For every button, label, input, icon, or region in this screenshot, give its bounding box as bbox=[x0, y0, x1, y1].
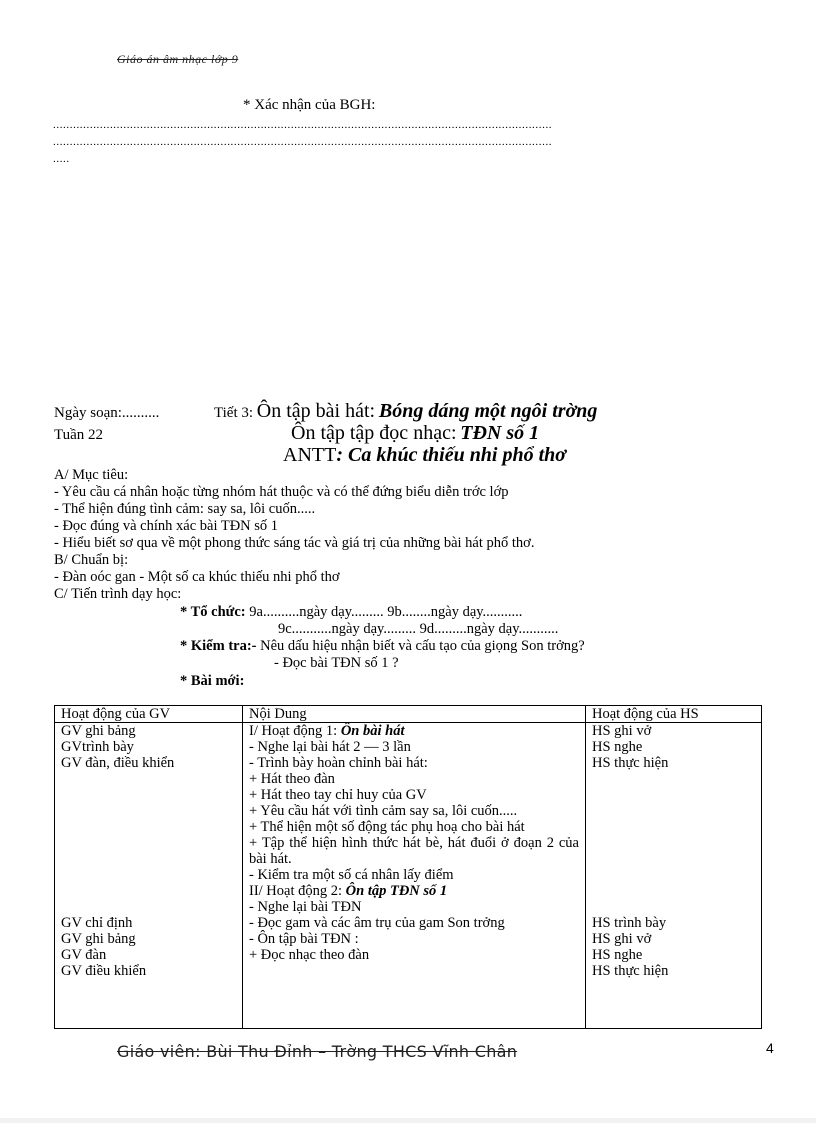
nd-item: + Đọc nhạc theo đàn bbox=[249, 947, 370, 963]
nd-item: + Hát theo tay chỉ huy của GV bbox=[249, 787, 427, 803]
gv-column bbox=[55, 723, 243, 1029]
nd-item: + Tập thể hiện hình thức hát bè, hát đuổi ở đoạn 2 của bài hát. bbox=[249, 835, 579, 867]
gv-line: GV điều khiển bbox=[61, 963, 147, 979]
hs-spacer bbox=[592, 771, 755, 915]
hd2-prefix: II/ Hoạt động 2: bbox=[249, 883, 346, 899]
to-chuc-label: * Tổ chức: bbox=[180, 604, 246, 620]
nd-item: - Nghe lại bài TĐN bbox=[249, 899, 362, 915]
muc-tieu-1: - Yêu cầu cá nhân hoặc từng nhóm hát thuộc và có thể đứng biểu diễn trớc lớp bbox=[54, 484, 509, 500]
gv-spacer bbox=[61, 771, 236, 915]
nd-item: - Trình bày hoàn chỉnh bài hát: bbox=[249, 755, 428, 771]
gv-line: GV chỉ định bbox=[61, 915, 133, 931]
nd-item: - Đọc gam và các âm trụ của gam Son trởng bbox=[249, 915, 505, 931]
hs-column bbox=[586, 723, 762, 1029]
muc-tieu-4: - Hiểu biết sơ qua về một phong thức sáng tác và giá trị của những bài hát phổ thơ. bbox=[54, 535, 535, 551]
title-2-plain: Ôn tập tập đọc nhạc: bbox=[291, 422, 457, 444]
hs-line: HS thực hiện bbox=[592, 963, 669, 979]
dotted-line-2: ..................................................................................................................................................... bbox=[53, 136, 553, 148]
nd-item: - Nghe lại bài hát 2 — 3 lần bbox=[249, 739, 411, 755]
hs-line: HS trình bày bbox=[592, 915, 667, 931]
bgh-confirmation: * Xác nhận của BGH: bbox=[243, 97, 376, 113]
kiem-tra-question-1: Nêu dấu hiệu nhận biết và cấu tạo của giọng Son trởng? bbox=[256, 638, 585, 654]
hs-line: HS ghi vở bbox=[592, 723, 652, 739]
nd-item: + Hát theo đàn bbox=[249, 771, 335, 787]
header-noi-dung: Nội Dung bbox=[243, 706, 586, 723]
to-chuc-classes-1: 9a..........ngày dạy......... 9b........ngày dạy........... bbox=[249, 604, 523, 620]
chuan-bi-1: - Đàn oóc gan - Một số ca khúc thiếu nhi phổ thơ bbox=[54, 569, 340, 585]
kiem-tra-question-2: - Đọc bài TĐN số 1 ? bbox=[274, 655, 399, 671]
table-header-row bbox=[55, 706, 762, 723]
gv-line: GVtrình bày bbox=[61, 739, 134, 755]
title-2-bold: TĐN số 1 bbox=[460, 422, 540, 444]
title-3-bold: : Ca khúc thiếu nhi phổ thơ bbox=[336, 444, 567, 466]
tien-trinh-heading: C/ Tiến trình dạy học: bbox=[54, 586, 182, 602]
muc-tieu-2: - Thể hiện đúng tình cảm: say sa, lôi cuốn..... bbox=[54, 501, 316, 517]
nd-item: + Thể hiện một số động tác phụ hoạ cho bài hát bbox=[249, 819, 525, 835]
page-header: Giáo án âm nhạc lớp 9 bbox=[117, 52, 239, 66]
header-hs: Hoạt động của HS bbox=[586, 706, 762, 723]
dotted-line-3: ..... bbox=[53, 153, 70, 165]
hs-line: HS thực hiện bbox=[592, 755, 669, 771]
gv-line: GV ghi bảng bbox=[61, 931, 136, 947]
page-bottom-edge bbox=[0, 1118, 816, 1123]
chuan-bi-heading: B/ Chuẩn bị: bbox=[54, 552, 129, 568]
hd1-heading bbox=[249, 723, 579, 739]
hd2-title: Ôn tập TĐN số 1 bbox=[345, 883, 448, 899]
title-line-3 bbox=[283, 444, 566, 467]
hs-line: HS nghe bbox=[592, 947, 643, 963]
nd-item: + Yêu cầu hát với tình cảm say sa, lôi cuốn..... bbox=[249, 803, 518, 819]
table-body-row bbox=[55, 723, 762, 1029]
hs-line: HS ghi vở bbox=[592, 931, 652, 947]
to-chuc-line-1 bbox=[180, 604, 522, 620]
tiet-label: Tiết 3: bbox=[214, 405, 254, 421]
bai-moi-heading: * Bài mới: bbox=[180, 673, 245, 689]
muc-tieu-3: - Đọc đúng và chính xác bài TĐN số 1 bbox=[54, 518, 279, 534]
page-number: 4 bbox=[766, 1040, 774, 1056]
page-footer: Giáo viên: Bùi Thu Đỉnh – Trờng THCS Vĩnh Chân bbox=[117, 1042, 518, 1061]
title-3-plain: ANTT bbox=[283, 444, 337, 466]
tuan: Tuần 22 bbox=[54, 427, 104, 443]
ngay-soan: Ngày soạn:.......... bbox=[54, 405, 160, 421]
hd2-heading bbox=[249, 883, 579, 899]
nd-item: - Ôn tập bài TĐN : bbox=[249, 931, 359, 947]
gv-line: GV đàn, điều khiển bbox=[61, 755, 175, 771]
dotted-line-1: ..................................................................................................................................................... bbox=[53, 119, 553, 131]
nd-item: - Kiểm tra một số cá nhân lấy điểm bbox=[249, 867, 454, 883]
muc-tieu-heading: A/ Mục tiêu: bbox=[54, 467, 129, 483]
title-1-bold: Bóng dáng một ngôi trờng bbox=[378, 400, 598, 422]
kiem-tra-label: * Kiểm tra:- bbox=[180, 638, 257, 654]
hd1-title: Ôn bài hát bbox=[340, 723, 405, 739]
lesson-table bbox=[54, 705, 762, 1029]
hs-line: HS nghe bbox=[592, 739, 643, 755]
title-1-plain: Ôn tập bài hát: bbox=[256, 400, 376, 422]
title-line-1 bbox=[214, 400, 597, 423]
title-line-2 bbox=[291, 422, 539, 445]
header-gv: Hoạt động của GV bbox=[55, 706, 243, 723]
kiem-tra-line-1 bbox=[180, 638, 585, 654]
gv-line: GV đàn bbox=[61, 947, 107, 963]
gv-line: GV ghi bảng bbox=[61, 723, 136, 739]
noi-dung-column bbox=[243, 723, 586, 1029]
hd1-prefix: I/ Hoạt động 1: bbox=[249, 723, 341, 739]
to-chuc-line-2: 9c...........ngày dạy......... 9d.........ngày dạy........... bbox=[278, 621, 559, 637]
